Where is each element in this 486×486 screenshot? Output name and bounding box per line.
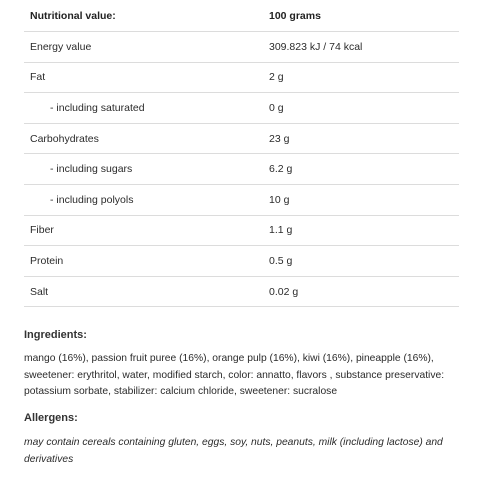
nutrient-value: 6.2 g (265, 154, 459, 185)
nutrient-value: 23 g (265, 123, 459, 154)
nutrient-name: - including sugars (24, 154, 265, 185)
ingredients-text: mango (16%), passion fruit puree (16%), orange pulp (16%), kiwi (16%), pineapple (16%), sweetener: erythritol, water, modified starch, color: annatto, flavors , substance preservative: potassium sorbate, stabilizer: calcium chloride, sweetener: sucralose (24, 353, 445, 397)
nutrition-row-saturated (24, 93, 459, 124)
nutrition-table (24, 0, 459, 307)
nutrition-row-fiber (24, 215, 459, 246)
nutrition-header-value: 100 grams (265, 0, 459, 32)
nutrition-row-sugars (24, 154, 459, 185)
nutrient-name: Fat (24, 62, 265, 93)
nutrition-row-energy (24, 32, 459, 63)
nutrition-row-carbohydrates (24, 123, 459, 154)
ingredients-title: Ingredients: (24, 329, 87, 341)
nutrient-name: Carbohydrates (24, 123, 265, 154)
nutrition-row-fat (24, 62, 459, 93)
nutrient-name: Protein (24, 246, 265, 277)
nutrient-value: 0 g (265, 93, 459, 124)
allergens-title: Allergens: (24, 412, 78, 424)
nutrient-value: 0.5 g (265, 246, 459, 277)
nutrient-name: - including saturated (24, 93, 265, 124)
nutrient-value: 10 g (265, 184, 459, 215)
nutrition-header-row (24, 0, 459, 32)
nutrient-value: 1.1 g (265, 215, 459, 246)
nutrient-name: Salt (24, 276, 265, 307)
nutrition-row-salt (24, 276, 459, 307)
nutrient-name: Fiber (24, 215, 265, 246)
nutrient-value: 309.823 kJ / 74 kcal (265, 32, 459, 63)
allergens-text: may contain cereals containing gluten, eggs, soy, nuts, peanuts, milk (including lactose) and derivatives (24, 437, 443, 465)
nutrition-header-name: Nutritional value: (24, 0, 265, 32)
nutrition-row-polyols (24, 184, 459, 215)
nutrition-row-protein (24, 246, 459, 277)
nutrient-value: 2 g (265, 62, 459, 93)
nutrient-value: 0.02 g (265, 276, 459, 307)
nutrient-name: Energy value (24, 32, 265, 63)
nutrient-name: - including polyols (24, 184, 265, 215)
